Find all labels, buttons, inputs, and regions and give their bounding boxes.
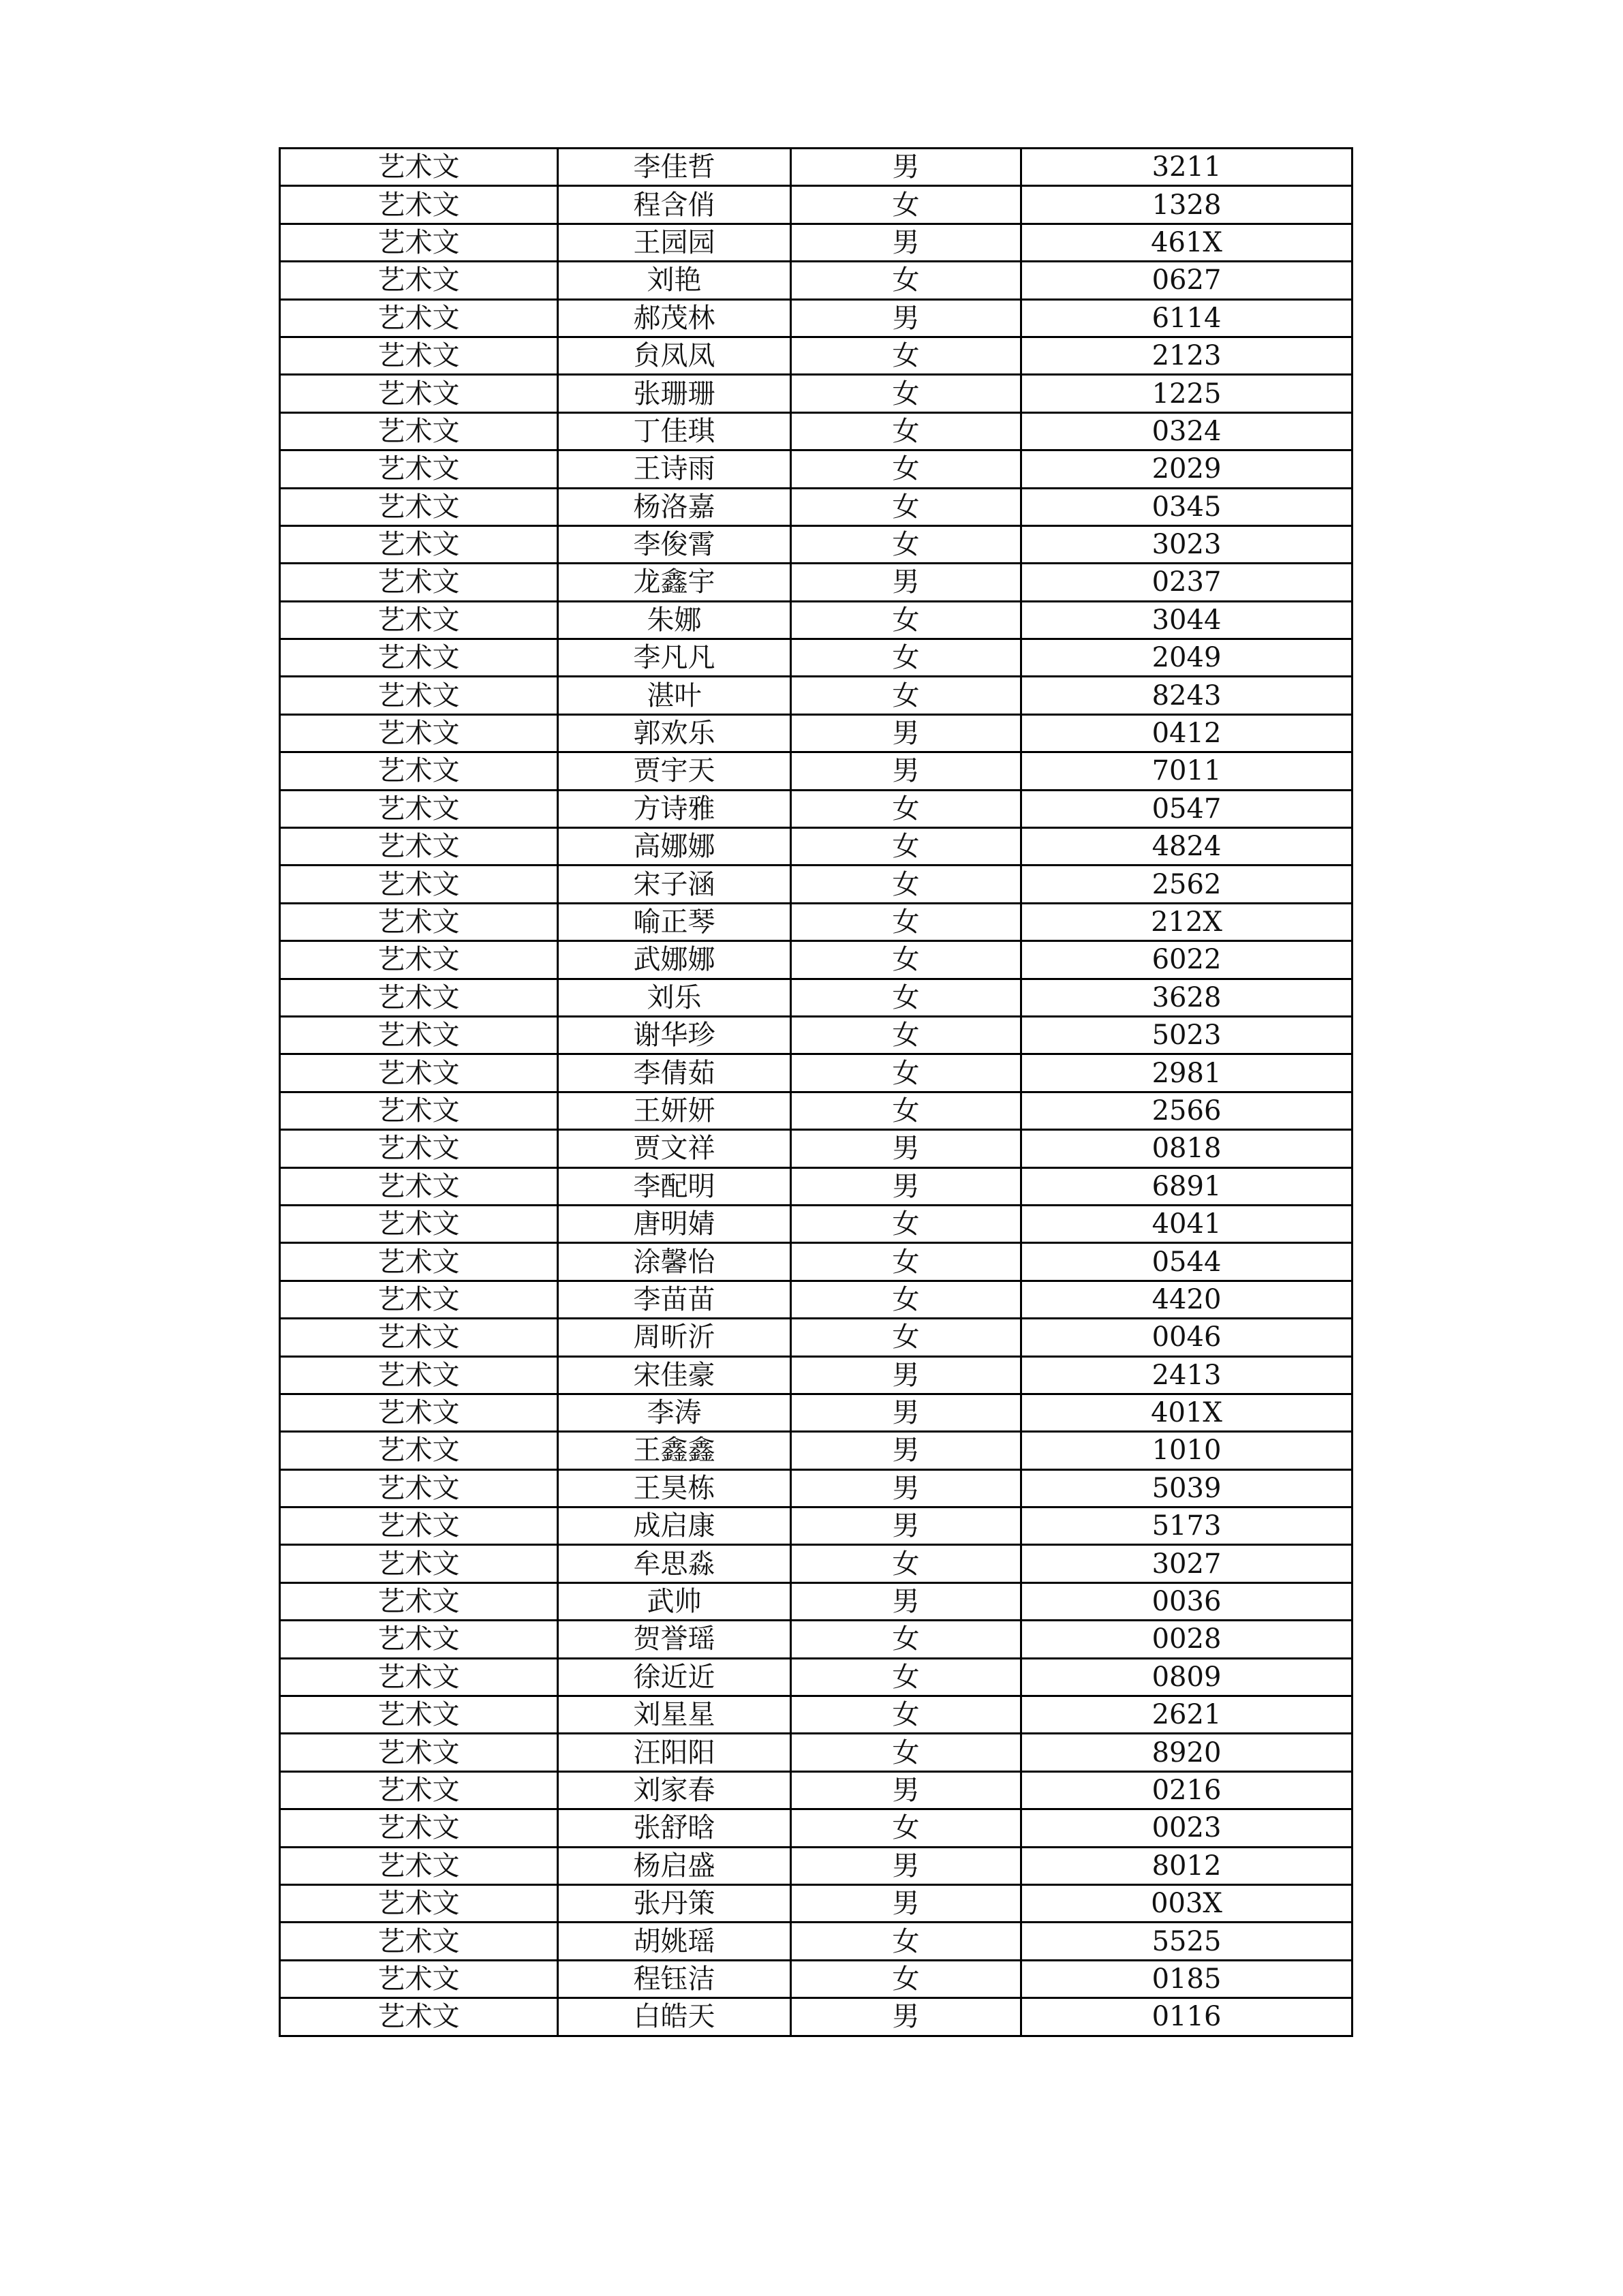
category-cell: 艺术文: [280, 1281, 558, 1318]
category-cell: 艺术文: [280, 752, 558, 790]
gender-cell: 女: [791, 1923, 1021, 1960]
table-row: [280, 1658, 1352, 1696]
name-cell: 李凡凡: [558, 639, 791, 677]
table-row: [280, 1092, 1352, 1129]
name-cell: 程钰洁: [558, 1960, 791, 1997]
gender-cell: 男: [791, 1582, 1021, 1620]
name-cell: 武帅: [558, 1582, 791, 1620]
category-cell: 艺术文: [280, 1507, 558, 1545]
category-cell: 艺术文: [280, 1394, 558, 1431]
id-tail-cell: 0345: [1021, 488, 1352, 525]
table-row: [280, 601, 1352, 639]
gender-cell: 女: [791, 262, 1021, 299]
gender-cell: 女: [791, 639, 1021, 677]
table-row: [280, 1507, 1352, 1545]
gender-cell: 男: [791, 1771, 1021, 1809]
table-row: [280, 790, 1352, 827]
name-cell: 李配明: [558, 1167, 791, 1205]
gender-cell: 男: [791, 1507, 1021, 1545]
category-cell: 艺术文: [280, 1130, 558, 1167]
category-cell: 艺术文: [280, 337, 558, 374]
gender-cell: 女: [791, 525, 1021, 563]
name-cell: 宋佳豪: [558, 1356, 791, 1394]
category-cell: 艺术文: [280, 903, 558, 940]
category-cell: 艺术文: [280, 1734, 558, 1771]
table-row: [280, 564, 1352, 601]
id-tail-cell: 003X: [1021, 1884, 1352, 1922]
table-body: [280, 149, 1352, 2036]
name-cell: 成启康: [558, 1507, 791, 1545]
category-cell: 艺术文: [280, 1847, 558, 1884]
name-cell: 唐明婧: [558, 1205, 791, 1242]
name-cell: 张舒晗: [558, 1809, 791, 1847]
category-cell: 艺术文: [280, 450, 558, 488]
gender-cell: 女: [791, 1809, 1021, 1847]
table-row: [280, 979, 1352, 1016]
id-tail-cell: 1328: [1021, 186, 1352, 224]
id-tail-cell: 8920: [1021, 1734, 1352, 1771]
category-cell: 艺术文: [280, 525, 558, 563]
id-tail-cell: 0216: [1021, 1771, 1352, 1809]
category-cell: 艺术文: [280, 488, 558, 525]
gender-cell: 女: [791, 1016, 1021, 1054]
name-cell: 王园园: [558, 224, 791, 261]
gender-cell: 女: [791, 677, 1021, 714]
gender-cell: 女: [791, 790, 1021, 827]
table-row: [280, 299, 1352, 337]
name-cell: 郝茂林: [558, 299, 791, 337]
table-row: [280, 903, 1352, 940]
category-cell: 艺术文: [280, 790, 558, 827]
name-cell: 刘星星: [558, 1696, 791, 1734]
gender-cell: 男: [791, 1998, 1021, 2036]
id-tail-cell: 6114: [1021, 299, 1352, 337]
table-row: [280, 1809, 1352, 1847]
category-cell: 艺术文: [280, 1469, 558, 1507]
table-row: [280, 1394, 1352, 1431]
gender-cell: 女: [791, 1734, 1021, 1771]
gender-cell: 男: [791, 224, 1021, 261]
name-cell: 白皓天: [558, 1998, 791, 2036]
table-row: [280, 1923, 1352, 1960]
id-tail-cell: 0412: [1021, 714, 1352, 752]
category-cell: 艺术文: [280, 186, 558, 224]
table-row: [280, 488, 1352, 525]
category-cell: 艺术文: [280, 1998, 558, 2036]
table-row: [280, 1016, 1352, 1054]
table-row: [280, 1884, 1352, 1922]
table-row: [280, 1998, 1352, 2036]
gender-cell: 男: [791, 1394, 1021, 1431]
id-tail-cell: 8012: [1021, 1847, 1352, 1884]
category-cell: 艺术文: [280, 1696, 558, 1734]
name-cell: 王鑫鑫: [558, 1432, 791, 1469]
id-tail-cell: 2566: [1021, 1092, 1352, 1129]
gender-cell: 男: [791, 1884, 1021, 1922]
table-row: [280, 1243, 1352, 1281]
table-row: [280, 337, 1352, 374]
category-cell: 艺术文: [280, 262, 558, 299]
category-cell: 艺术文: [280, 1054, 558, 1092]
table-row: [280, 714, 1352, 752]
id-tail-cell: 2029: [1021, 450, 1352, 488]
table-row: [280, 450, 1352, 488]
category-cell: 艺术文: [280, 1923, 558, 1960]
table-row: [280, 1847, 1352, 1884]
gender-cell: 女: [791, 1205, 1021, 1242]
table-row: [280, 375, 1352, 412]
name-cell: 喻正琴: [558, 903, 791, 940]
gender-cell: 女: [791, 450, 1021, 488]
gender-cell: 女: [791, 866, 1021, 903]
table-row: [280, 1545, 1352, 1582]
id-tail-cell: 0116: [1021, 1998, 1352, 2036]
category-cell: 艺术文: [280, 1658, 558, 1696]
id-tail-cell: 3044: [1021, 601, 1352, 639]
id-tail-cell: 1225: [1021, 375, 1352, 412]
table-row: [280, 525, 1352, 563]
gender-cell: 女: [791, 601, 1021, 639]
table-row: [280, 677, 1352, 714]
name-cell: 徐近近: [558, 1658, 791, 1696]
id-tail-cell: 5023: [1021, 1016, 1352, 1054]
name-cell: 高娜娜: [558, 828, 791, 866]
id-tail-cell: 5173: [1021, 1507, 1352, 1545]
gender-cell: 男: [791, 1847, 1021, 1884]
table-row: [280, 1771, 1352, 1809]
id-tail-cell: 2413: [1021, 1356, 1352, 1394]
id-tail-cell: 212X: [1021, 903, 1352, 940]
gender-cell: 女: [791, 1092, 1021, 1129]
name-cell: 王昊栋: [558, 1469, 791, 1507]
id-tail-cell: 0036: [1021, 1582, 1352, 1620]
category-cell: 艺术文: [280, 1016, 558, 1054]
category-cell: 艺术文: [280, 149, 558, 186]
name-cell: 牟思淼: [558, 1545, 791, 1582]
table-row: [280, 224, 1352, 261]
table-row: [280, 1356, 1352, 1394]
table-row: [280, 1319, 1352, 1356]
table-row: [280, 1621, 1352, 1658]
gender-cell: 女: [791, 337, 1021, 374]
name-cell: 贠凤凤: [558, 337, 791, 374]
id-tail-cell: 0547: [1021, 790, 1352, 827]
category-cell: 艺术文: [280, 412, 558, 450]
table-row: [280, 1205, 1352, 1242]
name-cell: 贾文祥: [558, 1130, 791, 1167]
id-tail-cell: 2981: [1021, 1054, 1352, 1092]
name-cell: 王诗雨: [558, 450, 791, 488]
table-row: [280, 866, 1352, 903]
id-tail-cell: 0185: [1021, 1960, 1352, 1997]
id-tail-cell: 2562: [1021, 866, 1352, 903]
id-tail-cell: 0818: [1021, 1130, 1352, 1167]
id-tail-cell: 3211: [1021, 149, 1352, 186]
id-tail-cell: 4420: [1021, 1281, 1352, 1318]
table-row: [280, 412, 1352, 450]
id-tail-cell: 4824: [1021, 828, 1352, 866]
id-tail-cell: 8243: [1021, 677, 1352, 714]
gender-cell: 男: [791, 752, 1021, 790]
table-row: [280, 1960, 1352, 1997]
name-cell: 朱娜: [558, 601, 791, 639]
id-tail-cell: 6891: [1021, 1167, 1352, 1205]
id-tail-cell: 0237: [1021, 564, 1352, 601]
name-cell: 刘家春: [558, 1771, 791, 1809]
table-row: [280, 1432, 1352, 1469]
category-cell: 艺术文: [280, 224, 558, 261]
id-tail-cell: 7011: [1021, 752, 1352, 790]
table-row: [280, 941, 1352, 979]
gender-cell: 女: [791, 375, 1021, 412]
name-cell: 武娜娜: [558, 941, 791, 979]
category-cell: 艺术文: [280, 677, 558, 714]
gender-cell: 男: [791, 1356, 1021, 1394]
table-row: [280, 1734, 1352, 1771]
name-cell: 杨洛嘉: [558, 488, 791, 525]
id-tail-cell: 0809: [1021, 1658, 1352, 1696]
category-cell: 艺术文: [280, 1205, 558, 1242]
name-cell: 刘乐: [558, 979, 791, 1016]
gender-cell: 女: [791, 979, 1021, 1016]
table-row: [280, 186, 1352, 224]
gender-cell: 女: [791, 1281, 1021, 1318]
gender-cell: 女: [791, 1545, 1021, 1582]
table-row: [280, 752, 1352, 790]
category-cell: 艺术文: [280, 1319, 558, 1356]
gender-cell: 女: [791, 1696, 1021, 1734]
category-cell: 艺术文: [280, 564, 558, 601]
category-cell: 艺术文: [280, 375, 558, 412]
category-cell: 艺术文: [280, 601, 558, 639]
gender-cell: 男: [791, 714, 1021, 752]
category-cell: 艺术文: [280, 1432, 558, 1469]
id-tail-cell: 401X: [1021, 1394, 1352, 1431]
gender-cell: 男: [791, 1469, 1021, 1507]
gender-cell: 女: [791, 828, 1021, 866]
name-cell: 郭欢乐: [558, 714, 791, 752]
id-tail-cell: 461X: [1021, 224, 1352, 261]
gender-cell: 女: [791, 488, 1021, 525]
category-cell: 艺术文: [280, 866, 558, 903]
gender-cell: 女: [791, 412, 1021, 450]
table-row: [280, 1281, 1352, 1318]
name-cell: 李苗苗: [558, 1281, 791, 1318]
table-row: [280, 1054, 1352, 1092]
category-cell: 艺术文: [280, 828, 558, 866]
category-cell: 艺术文: [280, 979, 558, 1016]
id-tail-cell: 5525: [1021, 1923, 1352, 1960]
name-cell: 方诗雅: [558, 790, 791, 827]
id-tail-cell: 2123: [1021, 337, 1352, 374]
table-row: [280, 149, 1352, 186]
gender-cell: 男: [791, 1167, 1021, 1205]
table-row: [280, 828, 1352, 866]
category-cell: 艺术文: [280, 1884, 558, 1922]
id-tail-cell: 5039: [1021, 1469, 1352, 1507]
category-cell: 艺术文: [280, 1243, 558, 1281]
name-cell: 宋子涵: [558, 866, 791, 903]
name-cell: 刘艳: [558, 262, 791, 299]
name-cell: 丁佳琪: [558, 412, 791, 450]
gender-cell: 女: [791, 903, 1021, 940]
id-tail-cell: 3628: [1021, 979, 1352, 1016]
name-cell: 胡姚瑶: [558, 1923, 791, 1960]
table-row: [280, 639, 1352, 677]
id-tail-cell: 4041: [1021, 1205, 1352, 1242]
table-row: [280, 262, 1352, 299]
name-cell: 龙鑫宇: [558, 564, 791, 601]
id-tail-cell: 0046: [1021, 1319, 1352, 1356]
category-cell: 艺术文: [280, 1809, 558, 1847]
gender-cell: 女: [791, 1960, 1021, 1997]
category-cell: 艺术文: [280, 299, 558, 337]
id-tail-cell: 0544: [1021, 1243, 1352, 1281]
gender-cell: 男: [791, 149, 1021, 186]
table-row: [280, 1167, 1352, 1205]
gender-cell: 男: [791, 1432, 1021, 1469]
category-cell: 艺术文: [280, 1960, 558, 1997]
id-tail-cell: 0023: [1021, 1809, 1352, 1847]
category-cell: 艺术文: [280, 1167, 558, 1205]
table-row: [280, 1469, 1352, 1507]
category-cell: 艺术文: [280, 1092, 558, 1129]
name-cell: 李佳哲: [558, 149, 791, 186]
name-cell: 李俊霄: [558, 525, 791, 563]
category-cell: 艺术文: [280, 1356, 558, 1394]
table-row: [280, 1582, 1352, 1620]
gender-cell: 女: [791, 1054, 1021, 1092]
table-row: [280, 1130, 1352, 1167]
name-cell: 汪阳阳: [558, 1734, 791, 1771]
category-cell: 艺术文: [280, 714, 558, 752]
table-row: [280, 1696, 1352, 1734]
name-cell: 谢华珍: [558, 1016, 791, 1054]
gender-cell: 女: [791, 1243, 1021, 1281]
name-cell: 程含俏: [558, 186, 791, 224]
name-cell: 李涛: [558, 1394, 791, 1431]
name-cell: 张丹策: [558, 1884, 791, 1922]
category-cell: 艺术文: [280, 1545, 558, 1582]
name-cell: 湛叶: [558, 677, 791, 714]
id-tail-cell: 3023: [1021, 525, 1352, 563]
id-tail-cell: 3027: [1021, 1545, 1352, 1582]
id-tail-cell: 1010: [1021, 1432, 1352, 1469]
category-cell: 艺术文: [280, 639, 558, 677]
gender-cell: 女: [791, 1319, 1021, 1356]
id-tail-cell: 6022: [1021, 941, 1352, 979]
id-tail-cell: 2049: [1021, 639, 1352, 677]
category-cell: 艺术文: [280, 1621, 558, 1658]
category-cell: 艺术文: [280, 1771, 558, 1809]
id-tail-cell: 0627: [1021, 262, 1352, 299]
id-tail-cell: 2621: [1021, 1696, 1352, 1734]
name-cell: 贺誉瑶: [558, 1621, 791, 1658]
gender-cell: 女: [791, 1621, 1021, 1658]
name-cell: 王妍妍: [558, 1092, 791, 1129]
gender-cell: 女: [791, 186, 1021, 224]
gender-cell: 女: [791, 1658, 1021, 1696]
id-tail-cell: 0028: [1021, 1621, 1352, 1658]
name-cell: 李倩茹: [558, 1054, 791, 1092]
gender-cell: 男: [791, 564, 1021, 601]
category-cell: 艺术文: [280, 1582, 558, 1620]
gender-cell: 男: [791, 299, 1021, 337]
name-cell: 贾宇天: [558, 752, 791, 790]
student-list-table: [279, 147, 1353, 2037]
name-cell: 杨启盛: [558, 1847, 791, 1884]
name-cell: 周昕沂: [558, 1319, 791, 1356]
gender-cell: 女: [791, 941, 1021, 979]
id-tail-cell: 0324: [1021, 412, 1352, 450]
category-cell: 艺术文: [280, 941, 558, 979]
name-cell: 涂馨怡: [558, 1243, 791, 1281]
name-cell: 张珊珊: [558, 375, 791, 412]
gender-cell: 男: [791, 1130, 1021, 1167]
